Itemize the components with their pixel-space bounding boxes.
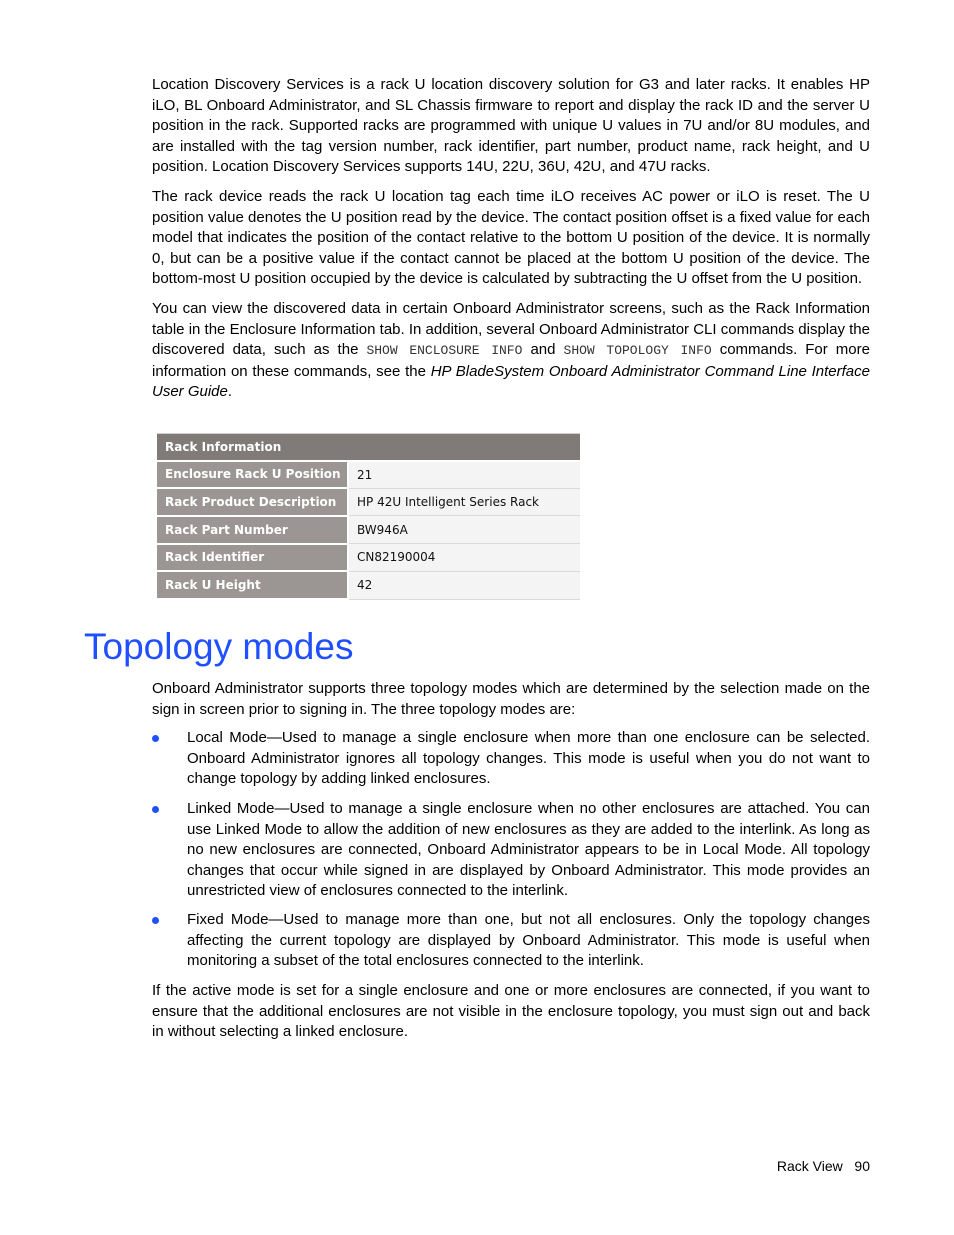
rack-row-label: Rack Product Description: [157, 488, 348, 516]
topology-intro: Onboard Administrator supports three topology modes which are determined by the selection made on the sign in screen prior to signing in. The three topology modes are:: [152, 680, 870, 718]
bullet-text-local-mode: Local Mode—Used to manage a single enclosure when more than one enclosure can be selected. Onboard Administrator ignores all topology changes. This mode is useful when you do not want to change topology by adding linked enclosures.: [187, 729, 870, 787]
cli-command-enclosure: SHOW ENCLOSURE INFO: [366, 343, 523, 358]
cli-command-topology: SHOW TOPOLOGY INFO: [563, 343, 712, 358]
rack-row-label: Enclosure Rack U Position: [157, 461, 348, 489]
rack-row-label: Rack Part Number: [157, 516, 348, 544]
rack-row-value: CN82190004: [348, 544, 580, 572]
list-item: [152, 728, 870, 790]
page-number: 90: [854, 1158, 870, 1174]
bullet-icon: [152, 917, 159, 924]
topology-closing: If the active mode is set for a single enclosure and one or more enclosures are connected, if you want to ensure that the additional enclosures are not visible in the enclosure topology, you must sign out and back in without selecting a linked enclosure.: [152, 982, 870, 1040]
list-item: [152, 910, 870, 972]
table-row: [157, 571, 580, 599]
bullet-icon: [152, 735, 159, 742]
guide-title: HP BladeSystem Onboard Administrator Command Line Interface User Guide: [152, 362, 870, 400]
rack-row-label: Rack U Height: [157, 571, 348, 599]
bullet-icon: [152, 806, 159, 813]
p3-text-a: You can view the discovered data in certain Onboard Administrator screens, such as the Rack Information table in the Enclosure Information tab. In addition, several Onboard Administrator CLI commands display the discovered data, such as the: [152, 300, 870, 358]
intro-paragraph-1: Location Discovery Services is a rack U location discovery solution for G3 and later racks. It enables HP iLO, BL Onboard Administrator, and SL Chassis firmware to report and display the rack ID and the server U position in the rack. Supported racks are programmed with unique U values in 7U and/or 8U modules, and are installed with the tag version number, rack identifier, part number, product name, rack height, and U position. Location Discovery Services supports 14U, 22U, 36U, 42U, and 47U racks.: [152, 76, 870, 175]
rack-row-label: Rack Identifier: [157, 544, 348, 572]
bullet-text-fixed-mode: Fixed Mode—Used to manage more than one, but not all enclosures. Only the topology changes affecting the current topology are displayed by Onboard Administrator. This mode is useful when monitoring a subset of the total enclosures connected to the interlink.: [187, 911, 870, 969]
list-item: [152, 799, 870, 902]
rack-table-header: Rack Information: [157, 434, 580, 461]
rack-row-value: 21: [348, 461, 580, 489]
table-row: [157, 544, 580, 572]
intro-paragraph-2: The rack device reads the rack U location tag each time iLO receives AC power or iLO is reset. The U position value denotes the U position read by the device. The contact position offset is a fixed value for each model that indicates the position of the contact relative to the bottom U position of the device. It is normally 0, but can be a positive value if the contact cannot be placed at the bottom U position of the device. The bottom-most U position occupied by the device is calculated by subtracting the U offset from the U position.: [152, 188, 870, 287]
table-row: [157, 461, 580, 489]
p3-text-c: commands. For more information on these commands, see the: [152, 341, 870, 380]
page-footer: [777, 1158, 870, 1174]
rack-information-table: [157, 433, 580, 600]
intro-paragraph-3: [152, 299, 870, 403]
table-row: [157, 488, 580, 516]
bullet-text-linked-mode: Linked Mode—Used to manage a single enclosure when no other enclosures are attached. You can use Linked Mode to allow the addition of new enclosures as they are added to the interlink. As long as no new enclosures are connected, Onboard Administrator appears to be in Local Mode. All topology changes that occur while signed in are displayed by Onboard Administrator. This mode provides an unrestricted view of enclosures connected to the interlink.: [187, 800, 870, 899]
p3-text-b: and: [522, 341, 564, 358]
p3-text-d: .: [227, 383, 233, 400]
footer-section: Rack View: [776, 1158, 843, 1174]
section-heading: Topology modes: [84, 626, 354, 667]
rack-row-value: BW946A: [348, 516, 580, 544]
rack-row-value: 42: [348, 571, 580, 599]
rack-row-value: HP 42U Intelligent Series Rack: [348, 488, 580, 516]
table-row: [157, 516, 580, 544]
